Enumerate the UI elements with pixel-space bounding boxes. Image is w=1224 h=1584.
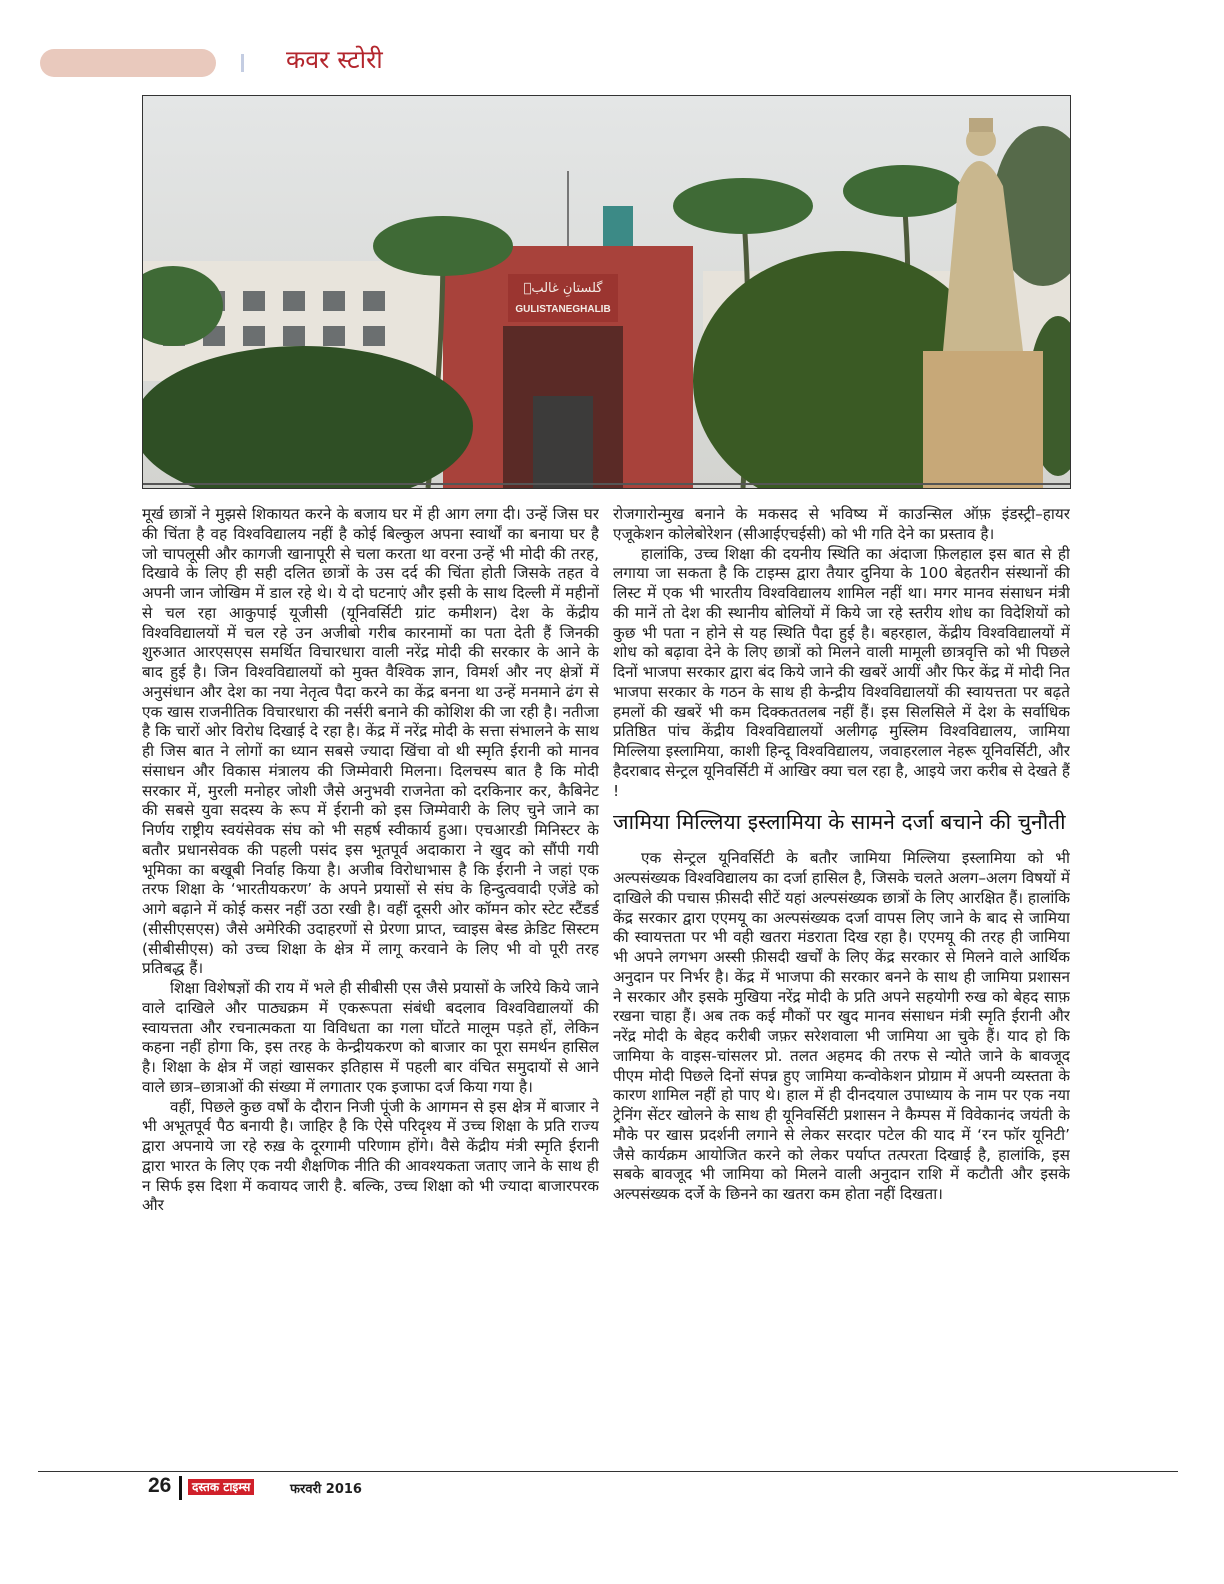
page-number: 26 [148, 1474, 172, 1497]
magazine-logo: दस्तक टाइम्स [188, 1479, 254, 1495]
article-photo [142, 95, 1071, 489]
header-divider [241, 54, 244, 72]
sign-text: GULISTANEGHALIB [515, 304, 611, 315]
footer-divider [179, 1476, 182, 1500]
article-paragraph: एक सेन्ट्रल यूनिवर्सिटी के बतौर जामिया मिल्लिया इस्लामिया को भी अल्पसंख्यक विश्वविद्यालय का दर्जा हासिल है, जिसके चलते अलग–अलग विषयों में दाखिले की पचास फ़ीसदी सीटें यहां अल्पसंख्यक छात्रों के लिए आरक्षित हैं। हालांकि केंद्र सरकार द्वारा एएमयू का अल्पसंख्यक दर्जा वापस लिए जाने के बाद से जामिया की स्वायत्तता पर भी वही खतरा मंडराता दिख रहा है। एएमयू की तरह ही जामिया भी अपने लगभग अस्सी फ़ीसदी खर्चों के लिए केंद्र सरकार से मिलने वाले आर्थिक अनुदान पर निर्भर है। केंद्र में भाजपा की सरकार बनने के साथ ही जामिया प्रशासन ने सरकार और इसके मुखिया नरेंद्र मोदी के प्रति अपने सहयोगी रुख को बेहद साफ़ रखना चाहा हैं। अब तक कई मौकों पर खुद मानव संसाधन मंत्री स्मृति ईरानी और नरेंद्र मोदी के बेहद करीबी जफ़र सरेशवाला भी जामिया आ चुके हैं। याद हो कि जामिया के वाइस-चांसलर प्रो. तलत अहमद की तरफ से न्योते जाने के बावजूद पीएम मोदी पिछले दिनों संपन्न हुए जामिया कन्वोकेशन प्रोग्राम में अपनी व्यस्तता के कारण शामिल नहीं हो पाए थे। हाल में ही दीनदयाल उपाध्याय के नाम पर एक नया ट्रेनिंग सेंटर खोलने के साथ ही यूनिवर्सिटी प्रशासन ने कैम्पस में विवेकानंद जयंती के मौके पर खास प्रदर्शनी लगाने से लेकर सरदार पटेल की याद में ‘रन फॉर यूनिटी’ जैसे कार्यक्रम आयोजित करने को लेकर पर्याप्त तत्परता दिखाई है, हालांकि, इस सबके बावजूद भी जामिया को मिलने वाली अनुदान राशि में कटौती और इसके अल्पसंख्यक दर्जे के छिनने का खतरा कम होता नहीं दिखता। [613, 849, 1070, 1203]
sign-urdu: گلستانِ غالبؔ [523, 281, 603, 296]
article-column-left [142, 505, 599, 1455]
article-paragraph: हालांकि, उच्च शिक्षा की दयनीय स्थिति का अंदाजा फ़िलहाल इस बात से ही लगाया जा सकता है कि टाइम्स द्वारा तैयार दुनिया के 100 बेहतरीन संस्थानों की लिस्ट में एक भी भारतीय विश्वविद्यालय शामिल नहीं था। मगर मानव संसाधन मंत्री की मानें तो देश की स्थानीय बोलियों में किये जा रहे स्तरीय शोध का विदेशियों को कुछ भी पता न होने से यह स्थिति पैदा हुई है। बहरहाल, केंद्रीय विश्वविद्यालयों में शोध को बढ़ावा देने के लिए छात्रों को मिलने वाली मामूली छात्रवृत्ति को भी पिछले दिनों भाजपा सरकार द्वारा बंद किये जाने की खबरें आयीं और फिर केंद्र में मोदी नित भाजपा सरकार के गठन के साथ ही केन्द्रीय विश्वविद्यालयों की स्वायत्तता पर बढ़ते हमलों की खबरें भी कम दिक्कततलब नहीं हैं। इस सिलसिले में देश के सर्वाधिक प्रतिष्ठित पांच केंद्रीय विश्वविद्यालयों अलीगढ़ मुस्लिम विश्वविद्यालय, जामिया मिल्लिया इस्लामिया, काशी हिन्दू विश्वविद्यालय, जवाहरलाल नेहरू यूनिवर्सिटी, और हैदराबाद सेन्ट्रल यूनिवर्सिटी में आखिर क्या चल रहा है, आइये जरा करीब से देखते हैं ! [613, 544, 1070, 800]
issue-date: फरवरी 2016 [290, 1482, 362, 1497]
footer-rule [38, 1471, 1178, 1472]
header-decoration [40, 49, 216, 77]
article-paragraph: मूर्ख छात्रों ने मुझसे शिकायत करने के बजाय घर में ही आग लगा दी। उन्हें जिस घर की चिंता है वह विश्वविद्यालय नहीं है कोई बिल्कुल अपना स्वार्थों का बनाया घर है जो चापलूसी और कागजी खानापूरी से चला करता था वरना उन्हें भी मोदी की तरह, दिखावे के लिए ही सही दलित छात्रों के उस दर्द की चिंता होती जिसके तहत वे अपनी जान जोखिम में डाल रहे थे। ये दो घटनाएं और इसी के साथ दिल्ली में महीनों से चल रहा आकुपाई यूजीसी (यूनिवर्सिटी ग्रांट कमीशन) देश के केंद्रीय विश्वविद्यालयों में चल रहे उन अजीबो गरीब कारनामों का पता देती हैं जिनकी शुरुआत आरएसएस समर्थित विचारधारा वाली नरेंद्र मोदी की सरकार के आने के बाद हुई है। जिन विश्वविद्यालयों को मुक्त वैश्विक ज्ञान, विमर्श और नए क्षेत्रों में अनुसंधान और देश का नया नेतृत्व पैदा करने का केंद्र बनना था उन्हें मनमाने ढंग से एक खास राजनीतिक विचारधारा की नर्सरी बनाने की कोशिश की जा रही है। नतीजा है कि चारों ओर विरोध दिखाई दे रहा है। केंद्र में नरेंद्र मोदी के सत्ता संभालने के साथ ही जिस बात ने लोगों का ध्यान सबसे ज्यादा खिंचा वो थी स्मृति ईरानी को मानव संसाधन और विकास मंत्रालय की जिम्मेवारी मिलना। दिलचस्प बात है कि मोदी सरकार में, मुरली मनोहर जोशी जैसे अनुभवी राजनेता को दरकिनार कर, कैबिनेट की सबसे युवा सदस्य के रूप में ईरानी को इस जिम्मेवारी के लिए चुने जाने का निर्णय राष्ट्रीय स्वयंसेवक संघ को भी सहर्ष स्वीकार्य हुआ। एचआरडी मिनिस्टर के बतौर प्रधानसेवक की पहली पसंद इस भूतपूर्व अदाकारा ने खुद को सौंपी गयी भूमिका का बखूबी निर्वाह किया है। अजीब विरोधाभास है कि ईरानी ने जहां एक तरफ शिक्षा के ‘भारतीयकरण’ के अपने प्रयासों से संघ के हिन्दुत्ववादी एजेंडे को आगे बढ़ाने में कोई कसर नहीं उठा रखी है। वहीं दूसरी ओर कॉमन कोर स्टेट स्टैंडर्ड (सीसीएसएस) जैसे अमेरिकी उदाहरणों से प्रेरणा प्राप्त, च्वाइस बेस्ड क्रेडिट सिस्टम (सीबीसीएस) को उच्च शिक्षा के क्षेत्र में लागू करवाने के लिए भी वो पूरी तरह प्रतिबद्ध हैं। [142, 505, 599, 978]
article-subheading: जामिया मिल्लिया इस्लामिया के सामने दर्जा बचाने की चुनौती [613, 810, 1066, 835]
article-paragraph: रोजगारोन्मुख बनाने के मकसद से भविष्य में काउन्सिल ऑफ़ इंडस्ट्री–हायर एजूकेशन कोलेबोरेशन (सीआईएचईसी) को भी गति देने का प्रस्ताव है। [613, 505, 1070, 543]
section-title: कवर स्टोरी [286, 45, 383, 74]
article-paragraph: शिक्षा विशेषज्ञों की राय में भले ही सीबीसी एस जैसे प्रयासों के जरिये किये जाने वाले दाखिले और पाठ्यक्रम में एकरूपता संबंधी बदलाव विश्वविद्यालयों की स्वायत्तता और रचनात्मकता या विविधता का गला घोंटते मालूम पड़ते हों, लेकिन कहना नहीं होगा कि, इस तरह के केन्द्रीयकरण को बाजार का पूरा समर्थन हासिल है। शिक्षा के क्षेत्र में जहां खासकर इतिहास में पहली बार वंचित समुदायों से आने वाले छात्र–छात्राओं की संख्या में लगातार एक इजाफा दर्ज किया गया है। [142, 979, 599, 1096]
article-column-right [613, 505, 1070, 1455]
article-paragraph: वहीं, पिछले कुछ वर्षों के दौरान निजी पूंजी के आगमन से इस क्षेत्र में बाजार ने भी अभूतपूर्व पैठ बनायी है। जाहिर है कि ऐसे परिदृश्य में उच्च शिक्षा के प्रति राज्य द्वारा अपनाये जा रहे रुख़ के दूरगामी परिणाम होंगे। वैसे केंद्रीय मंत्री स्मृति ईरानी द्वारा भारत के लिए एक नयी शैक्षणिक नीति की आवश्यकता जताए जाने के साथ ही न सिर्फ इस दिशा में कवायद जारी है. बल्कि, उच्च शिक्षा को भी ज्यादा बाजारपरक और [142, 1097, 599, 1215]
